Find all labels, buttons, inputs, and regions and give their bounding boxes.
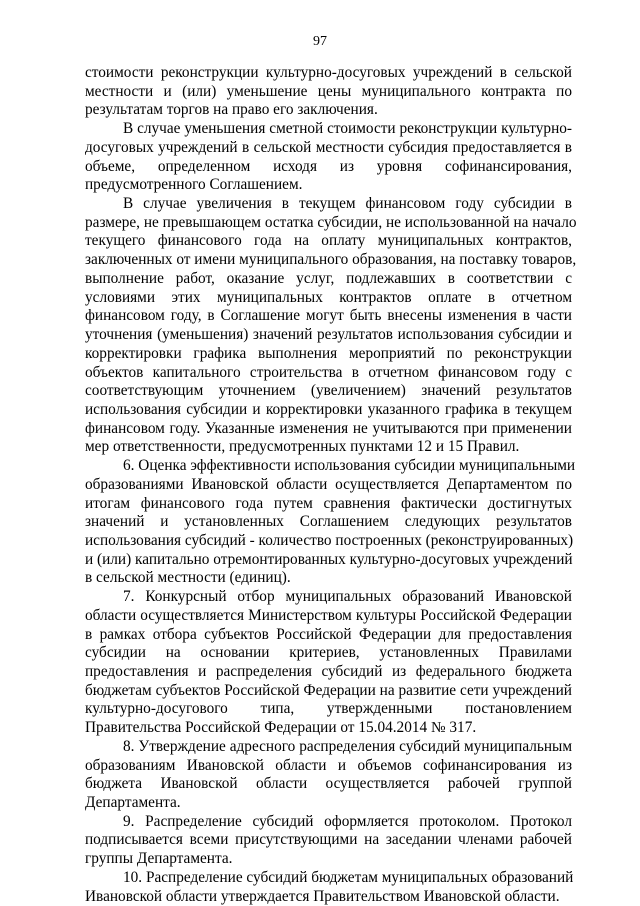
text-line: использования субсидии и корректировки указанного графика в текущем — [85, 400, 572, 418]
text-line: в рамках отбора субъектов Российской Федерации для предоставления — [85, 625, 572, 643]
text-line: группы Департамента. — [85, 850, 233, 868]
document-body — [85, 64, 577, 906]
text-line: 7. Конкурсный отбор муниципальных образований Ивановской — [123, 588, 572, 606]
text-line: Правительства Российской Федерации от 15.04.2014 № 317. — [85, 719, 477, 737]
text-line: финансовом году, в Соглашение могут быть внесены изменения в части — [85, 307, 572, 325]
text-line: досуговых учреждений в сельской местности субсидия предоставляется в — [85, 138, 572, 156]
text-line: культурно-досугового типа, утвержденными постановлением — [85, 700, 572, 718]
text-line: 9. Распределение субсидий оформляется протоколом. Протокол — [123, 812, 572, 830]
text-line: текущего финансового года на оплату муниципальных контрактов, — [85, 232, 572, 250]
text-line: заключенных от имени муниципального образования, на поставку товаров, — [85, 251, 577, 269]
text-line: соответствующим уточнением (увеличением) значений результатов — [85, 382, 572, 400]
text-line: 6. Оценка эффективности использования субсидии муниципальными — [123, 457, 576, 475]
text-line: области осуществляется Министерством культуры Российской Федерации — [85, 606, 572, 624]
text-line: подписывается всеми присутствующими на заседании членами рабочей — [85, 831, 572, 849]
text-line: итогам финансового года путем сравнения фактически достигнутых — [85, 494, 572, 512]
text-line: использования субсидий - количество построенных (реконструированных) — [85, 531, 574, 549]
text-line: образованиями Ивановской области осуществляется Департаментом по — [85, 475, 572, 493]
text-line: размере, не превышающем остатка субсидии, не использованной на начало — [85, 213, 577, 231]
text-line: значений и установленных Соглашением следующих результатов — [85, 513, 572, 531]
text-line: бюджета Ивановской области осуществляется рабочей группой — [85, 775, 572, 793]
text-line: предоставления и распределения субсидий из федерального бюджета — [85, 663, 572, 680]
page-number: 97 — [313, 34, 327, 49]
text-line: В случае уменьшения сметной стоимости реконструкции культурно- — [123, 120, 572, 138]
text-line: мер ответственности, предусмотренных пунктами 12 и 15 Правил. — [85, 438, 520, 456]
text-line: финансовом году. Указанные изменения не учитываются при применении — [85, 419, 572, 437]
text-line: условиями этих муниципальных контрактов оплате в отчетном — [85, 288, 572, 306]
text-line: Департамента. — [85, 794, 181, 812]
text-line: Ивановской области утверждается Правительством Ивановской области. — [85, 887, 560, 905]
text-line: 8. Утверждение адресного распределения субсидий муниципальным — [123, 737, 572, 755]
text-line: субсидии на основании критериев, установленных Правилами — [85, 644, 572, 662]
text-line: бюджетам субъектов Российской Федерации на развитие сети учреждений — [85, 681, 572, 699]
text-line: и (или) капитально отремонтированных культурно-досуговых учреждений — [85, 550, 573, 568]
text-line: объеме, определенном исходя из уровня софинансирования, — [85, 157, 572, 175]
text-line: объектов капитального строительства в отчетном финансовом году с — [85, 363, 572, 381]
text-line: уточнения (уменьшения) значений результатов использования субсидии и — [85, 326, 572, 344]
text-line: в сельской местности (единиц). — [85, 569, 291, 587]
text-line: местности и (или) уменьшение цены муниципального контракта по — [85, 82, 572, 100]
text-line: выполнение работ, оказание услуг, подлежавших в соответствии с — [85, 269, 572, 287]
text-line: В случае увеличения в текущем финансовом году субсидии в — [123, 195, 572, 213]
text-line: результатам торгов на право его заключения. — [85, 101, 378, 119]
text-line: 10. Распределение субсидий бюджетам муниципальных образований — [123, 868, 574, 886]
text-line: стоимости реконструкции культурно-досуговых учреждений в сельской — [85, 64, 572, 81]
text-line: предусмотренного Соглашением. — [85, 176, 303, 194]
text-line: образованиям Ивановской области и объемов софинансирования из — [85, 756, 572, 774]
text-line: корректировки графика выполнения мероприятий по реконструкции — [85, 344, 572, 362]
